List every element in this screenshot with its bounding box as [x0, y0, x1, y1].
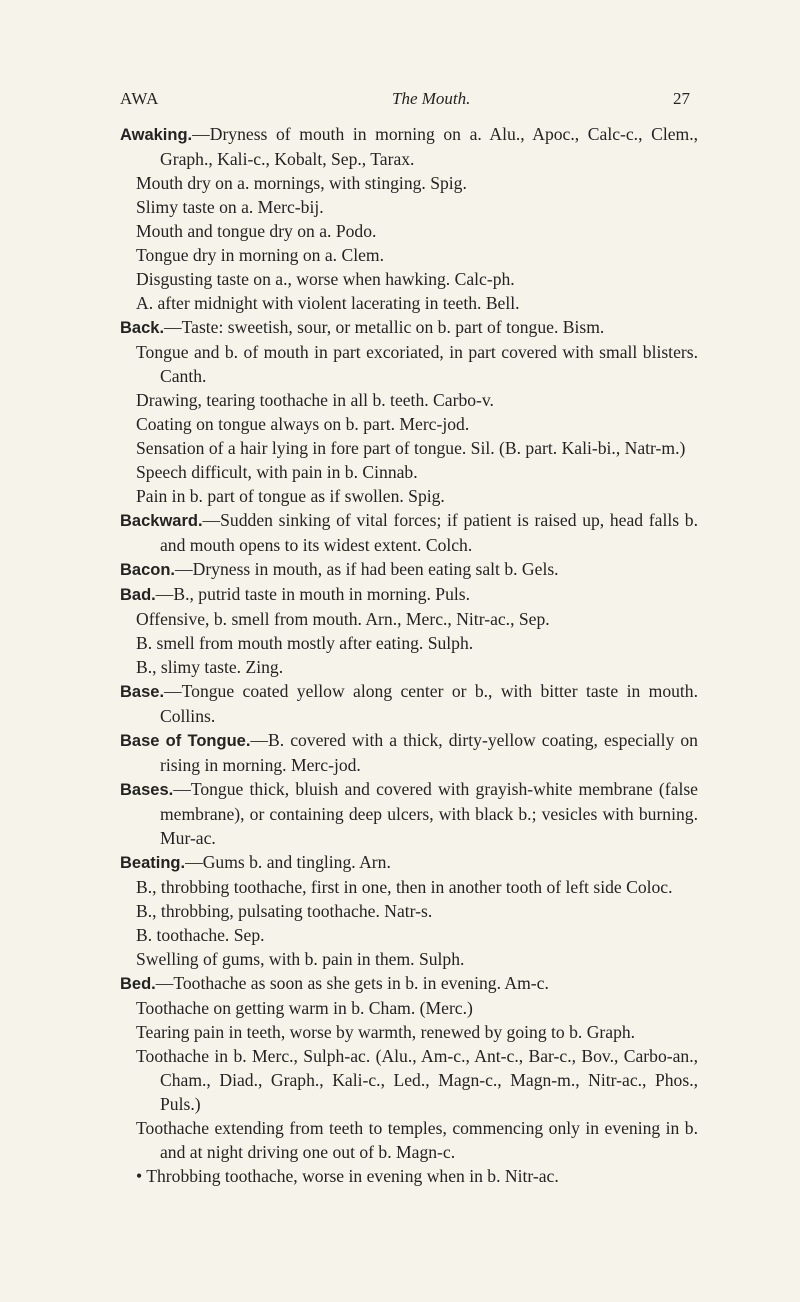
entry: [120, 508, 698, 557]
entry-subline: Tongue and b. of mouth in part excoriated, in part covered with small blisters. Canth.: [136, 342, 698, 386]
entry-subline: Swelling of gums, with b. pain in them. Sulph.: [136, 949, 465, 969]
entry: [120, 850, 698, 971]
entry-main-line: [120, 679, 698, 728]
entry-keyword: Backward.: [120, 512, 203, 530]
entry-text: —Sudden sinking of vital forces; if patient is raised up, head falls b. and mouth opens to its widest extent. Colch.: [160, 510, 698, 555]
entry-keyword: Beating.: [120, 854, 186, 872]
entry-main-line: [120, 850, 698, 875]
entry-keyword: Back.: [120, 319, 165, 337]
entry-subline: Sensation of a hair lying in fore part of tongue. Sil. (B. part. Kali-bi., Natr-m.): [136, 438, 686, 458]
entry: [120, 777, 698, 850]
entry-main-line: [120, 728, 698, 777]
entry-main-line: [120, 315, 698, 340]
entry-keyword: Bases.: [120, 781, 174, 799]
entry-subline: B., throbbing, pulsating toothache. Natr-s.: [136, 901, 433, 921]
entry-subline: B. toothache. Sep.: [136, 925, 265, 945]
page-number: 27: [673, 89, 690, 108]
entry-text: —Gums b. and tingling. Arn.: [185, 852, 391, 872]
entry-subline: Drawing, tearing toothache in all b. teeth. Carbo-v.: [136, 390, 494, 410]
entry-subline: Toothache in b. Merc., Sulph-ac. (Alu., Am-c., Ant-c., Bar-c., Bov., Carbo-an., Cham., Diad., Graph., Kali-c., Led., Magn-c., Magn-m., Nitr-ac., Phos., Puls.): [136, 1046, 698, 1114]
entry: [120, 582, 698, 679]
entry-subline: Pain in b. part of tongue as if swollen. Spig.: [136, 486, 445, 506]
entry-subline: Mouth and tongue dry on a. Podo.: [136, 221, 377, 241]
entry-keyword: Bacon.: [120, 561, 176, 579]
entry: [120, 971, 698, 1188]
running-header: [120, 89, 690, 113]
entry: [120, 557, 698, 582]
entry-main-line: [120, 582, 698, 607]
entry-main-line: [120, 971, 698, 996]
entry-keyword: Bad.: [120, 586, 156, 604]
entry-main-line: [120, 122, 698, 171]
entry-text: —B. covered with a thick, dirty-yellow coating, especially on rising in morning. Merc-jod.: [160, 730, 698, 775]
entry-subline: A. after midnight with violent lacerating in teeth. Bell.: [136, 293, 520, 313]
entry: [120, 122, 698, 315]
entry-subline: B., slimy taste. Zing.: [136, 657, 284, 677]
entry-text: —Taste: sweetish, sour, or metallic on b. part of tongue. Bism.: [164, 317, 605, 337]
repertory-text: [120, 122, 698, 1188]
entry: [120, 728, 698, 777]
entry-main-line: [120, 508, 698, 557]
entry-subline: Toothache on getting warm in b. Cham. (Merc.): [136, 998, 473, 1018]
entry-subline: Tongue dry in morning on a. Clem.: [136, 245, 384, 265]
entry-subline: Tearing pain in teeth, worse by warmth, renewed by going to b. Graph.: [136, 1022, 636, 1042]
header-index-letters: AWA: [120, 89, 159, 108]
entry-subline: Speech difficult, with pain in b. Cinnab.: [136, 462, 418, 482]
entry: [120, 679, 698, 728]
entry-subline: Toothache extending from teeth to temples, commencing only in evening in b. and at night driving one out of b. Magn-c.: [136, 1118, 698, 1162]
entry-text: —Dryness in mouth, as if had been eating salt b. Gels.: [175, 559, 559, 579]
entry-text: —Tongue coated yellow along center or b., with bitter taste in mouth. Collins.: [160, 681, 698, 726]
entry-subline: Offensive, b. smell from mouth. Arn., Merc., Nitr-ac., Sep.: [136, 609, 550, 629]
entry-subline: Mouth dry on a. mornings, with stinging. Spig.: [136, 173, 467, 193]
entry-text: —Dryness of mouth in morning on a. Alu., Apoc., Calc-c., Clem., Graph., Kali-c., Kobalt, Sep., Tarax.: [160, 124, 698, 169]
entry-subline: B., throbbing toothache, first in one, then in another tooth of left side Coloc.: [136, 877, 673, 897]
entry-keyword: Bed.: [120, 975, 156, 993]
header-chapter-title: The Mouth.: [392, 89, 471, 108]
entry-keyword: Awaking.: [120, 126, 193, 144]
entry-text: —Toothache as soon as she gets in b. in evening. Am-c.: [155, 973, 549, 993]
entry-keyword: Base.: [120, 683, 165, 701]
entry-subline: B. smell from mouth mostly after eating. Sulph.: [136, 633, 474, 653]
entry-subline: Coating on tongue always on b. part. Merc-jod.: [136, 414, 470, 434]
entry-subline: Disgusting taste on a., worse when hawking. Calc-ph.: [136, 269, 515, 289]
entry-keyword: Base of Tongue.: [120, 732, 251, 750]
entry-main-line: [120, 557, 698, 582]
entry: [120, 315, 698, 508]
entry-text: —Tongue thick, bluish and covered with grayish-white membrane (false membrane), or containing deep ulcers, with black b.; vesicles with burning. Mur-ac.: [160, 779, 698, 848]
entry-subline: • Throbbing toothache, worse in evening when in b. Nitr-ac.: [136, 1166, 559, 1186]
entry-main-line: [120, 777, 698, 850]
entry-text: —B., putrid taste in mouth in morning. Puls.: [155, 584, 471, 604]
entry-subline: Slimy taste on a. Merc-bij.: [136, 197, 324, 217]
